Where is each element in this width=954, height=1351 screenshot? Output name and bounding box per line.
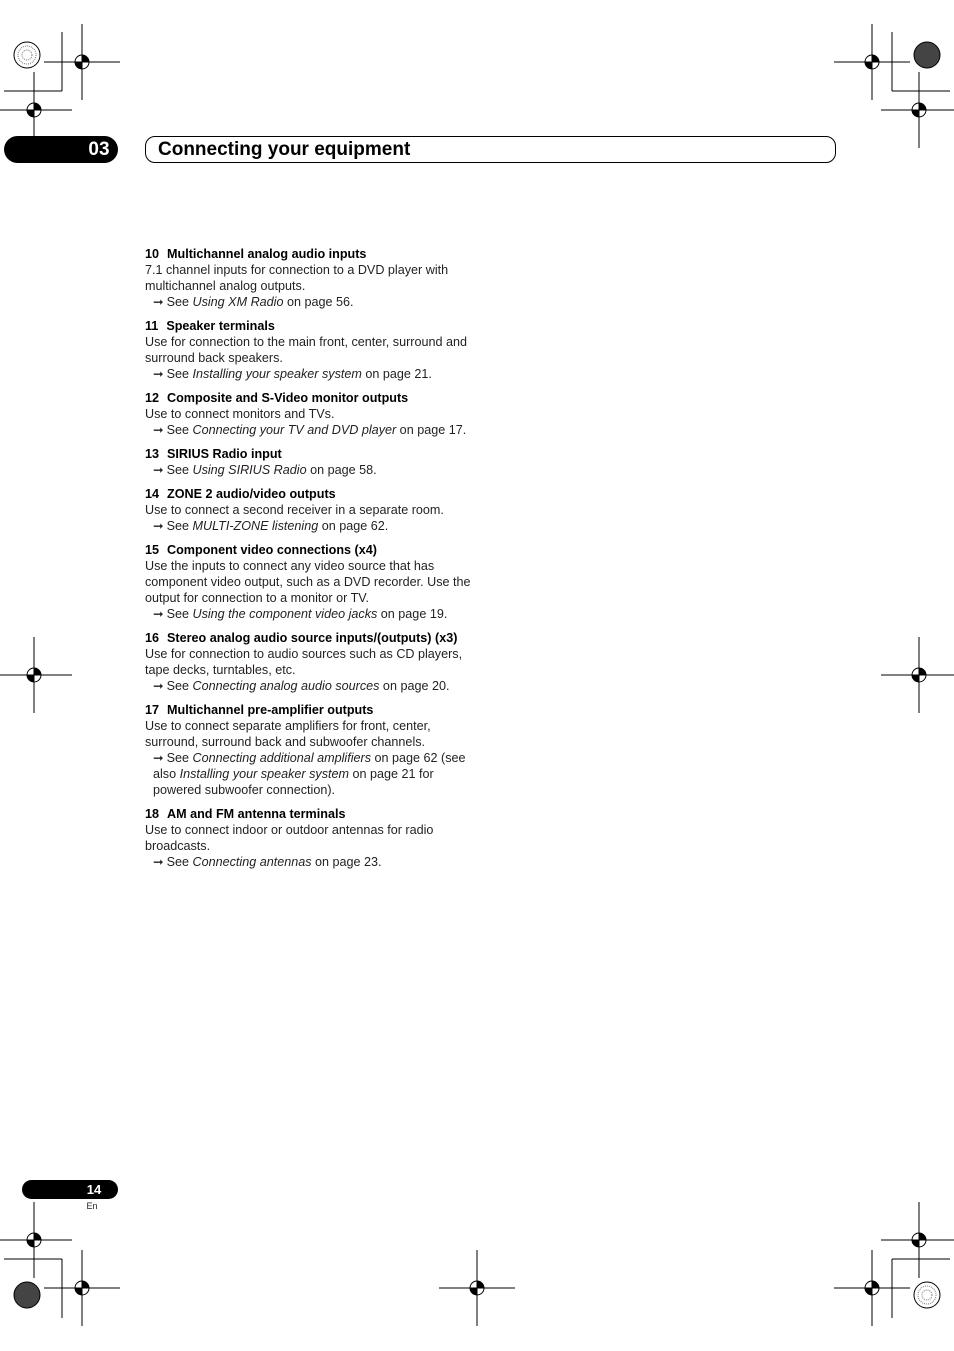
chapter-title-box xyxy=(145,136,836,163)
registration-starburst-icon xyxy=(914,42,940,68)
registration-starburst-icon xyxy=(14,1282,40,1308)
item-title: Stereo analog audio source inputs/(outputs) (x3) xyxy=(167,631,458,645)
item-number: 12 xyxy=(145,391,160,405)
registration-cross-icon xyxy=(834,24,910,100)
item-description: Use to connect a second receiver in a separate room. xyxy=(145,503,444,517)
item-title: Speaker terminals xyxy=(166,319,275,333)
reference-title: Installing your speaker system xyxy=(192,367,362,381)
chapter-number: 03 xyxy=(88,139,110,160)
registration-starburst-icon xyxy=(914,1282,940,1308)
item-number: 18 xyxy=(145,807,160,821)
item-description: Use for connection to audio sources such as CD players, tape decks, turntables, etc. xyxy=(145,647,463,677)
reference-title: MULTI-ZONE listening xyxy=(192,519,319,533)
reference-title: Using SIRIUS Radio xyxy=(192,463,307,477)
item-reference: ➞ See Connecting analog audio sources on page 20. xyxy=(153,679,450,693)
item-title: Composite and S-Video monitor outputs xyxy=(167,391,409,405)
item-reference: ➞ See Connecting antennas on page 23. xyxy=(153,855,382,869)
registration-cross-icon xyxy=(834,1250,910,1326)
item-reference: ➞ See Using SIRIUS Radio on page 58. xyxy=(153,463,377,477)
list-item xyxy=(145,630,485,694)
arrow-right-icon: ➞ xyxy=(153,679,164,693)
registration-cross-icon xyxy=(881,637,954,713)
list-item xyxy=(145,446,485,478)
item-description: Use the inputs to connect any video source that has component video output, such as a DVD recorder. Use the output for connection to a monitor or TV. xyxy=(145,559,471,605)
item-description: Use for connection to the main front, center, surround and surround back speakers. xyxy=(145,335,468,365)
arrow-right-icon: ➞ xyxy=(153,607,164,621)
reference-title: Installing your speaker system xyxy=(179,767,349,781)
item-reference: ➞ See Using the component video jacks on page 19. xyxy=(153,607,448,621)
item-title: Component video connections (x4) xyxy=(167,543,377,557)
item-heading xyxy=(145,630,485,646)
item-heading xyxy=(145,542,485,558)
page-number-tab xyxy=(22,1180,118,1199)
item-title: SIRIUS Radio input xyxy=(167,447,282,461)
item-reference: ➞ See Connecting your TV and DVD player on page 17. xyxy=(153,423,467,437)
list-item xyxy=(145,806,485,870)
item-heading xyxy=(145,486,485,502)
item-description: Use to connect separate amplifiers for front, center, surround, surround back and subwoofer channels. xyxy=(145,719,431,749)
list-item xyxy=(145,318,485,382)
list-item xyxy=(145,702,485,798)
item-title: Multichannel pre-amplifier outputs xyxy=(167,703,374,717)
item-heading xyxy=(145,318,485,334)
item-number: 11 xyxy=(145,319,159,333)
arrow-right-icon: ➞ xyxy=(153,519,164,533)
item-heading xyxy=(145,246,485,262)
list-item xyxy=(145,486,485,534)
reference-title: Connecting antennas xyxy=(192,855,312,869)
item-number: 17 xyxy=(145,703,160,717)
chapter-title: Connecting your equipment xyxy=(158,139,411,160)
item-reference: ➞ See MULTI-ZONE listening on page 62. xyxy=(153,519,389,533)
item-number: 16 xyxy=(145,631,160,645)
reference-title: Connecting additional amplifiers xyxy=(192,751,371,765)
arrow-right-icon: ➞ xyxy=(153,751,164,765)
list-item xyxy=(145,246,485,310)
item-heading xyxy=(145,806,485,822)
item-title: AM and FM antenna terminals xyxy=(167,807,346,821)
arrow-right-icon: ➞ xyxy=(153,463,164,477)
reference-title: Using the component video jacks xyxy=(192,607,378,621)
item-description: 7.1 channel inputs for connection to a DVD player with multichannel analog outputs. xyxy=(145,263,449,293)
item-number: 15 xyxy=(145,543,160,557)
item-title: Multichannel analog audio inputs xyxy=(167,247,367,261)
registration-starburst-icon xyxy=(14,42,40,68)
item-reference: ➞ See Connecting additional amplifiers on page 62 (see also Installing your speaker system on page 21 for powered subwoofer connection). xyxy=(153,751,466,797)
arrow-right-icon: ➞ xyxy=(153,855,164,869)
registration-cross-icon xyxy=(439,1250,515,1326)
registration-cross-icon xyxy=(44,1250,120,1326)
language-code: En xyxy=(86,1201,98,1211)
content-column xyxy=(145,246,485,878)
registration-cross-icon xyxy=(0,1202,72,1278)
registration-cross-icon xyxy=(0,637,72,713)
item-description: Use to connect monitors and TVs. xyxy=(145,407,335,421)
item-number: 10 xyxy=(145,247,160,261)
arrow-right-icon: ➞ xyxy=(153,295,164,309)
item-title: ZONE 2 audio/video outputs xyxy=(167,487,336,501)
item-heading xyxy=(145,702,485,718)
item-reference: ➞ See Using XM Radio on page 56. xyxy=(153,295,354,309)
page-number: 14 xyxy=(86,1182,102,1197)
reference-title: Connecting your TV and DVD player xyxy=(192,423,397,437)
list-item xyxy=(145,390,485,438)
arrow-right-icon: ➞ xyxy=(153,367,164,381)
item-reference: ➞ See Installing your speaker system on page 21. xyxy=(153,367,432,381)
registration-cross-icon xyxy=(44,24,120,100)
chapter-number-tab xyxy=(4,136,118,163)
item-description: Use to connect indoor or outdoor antennas for radio broadcasts. xyxy=(145,823,434,853)
item-heading xyxy=(145,390,485,406)
item-number: 14 xyxy=(145,487,160,501)
list-item xyxy=(145,542,485,622)
item-heading xyxy=(145,446,485,462)
item-number: 13 xyxy=(145,447,160,461)
arrow-right-icon: ➞ xyxy=(153,423,164,437)
reference-title: Using XM Radio xyxy=(192,295,284,309)
reference-title: Connecting analog audio sources xyxy=(192,679,380,693)
